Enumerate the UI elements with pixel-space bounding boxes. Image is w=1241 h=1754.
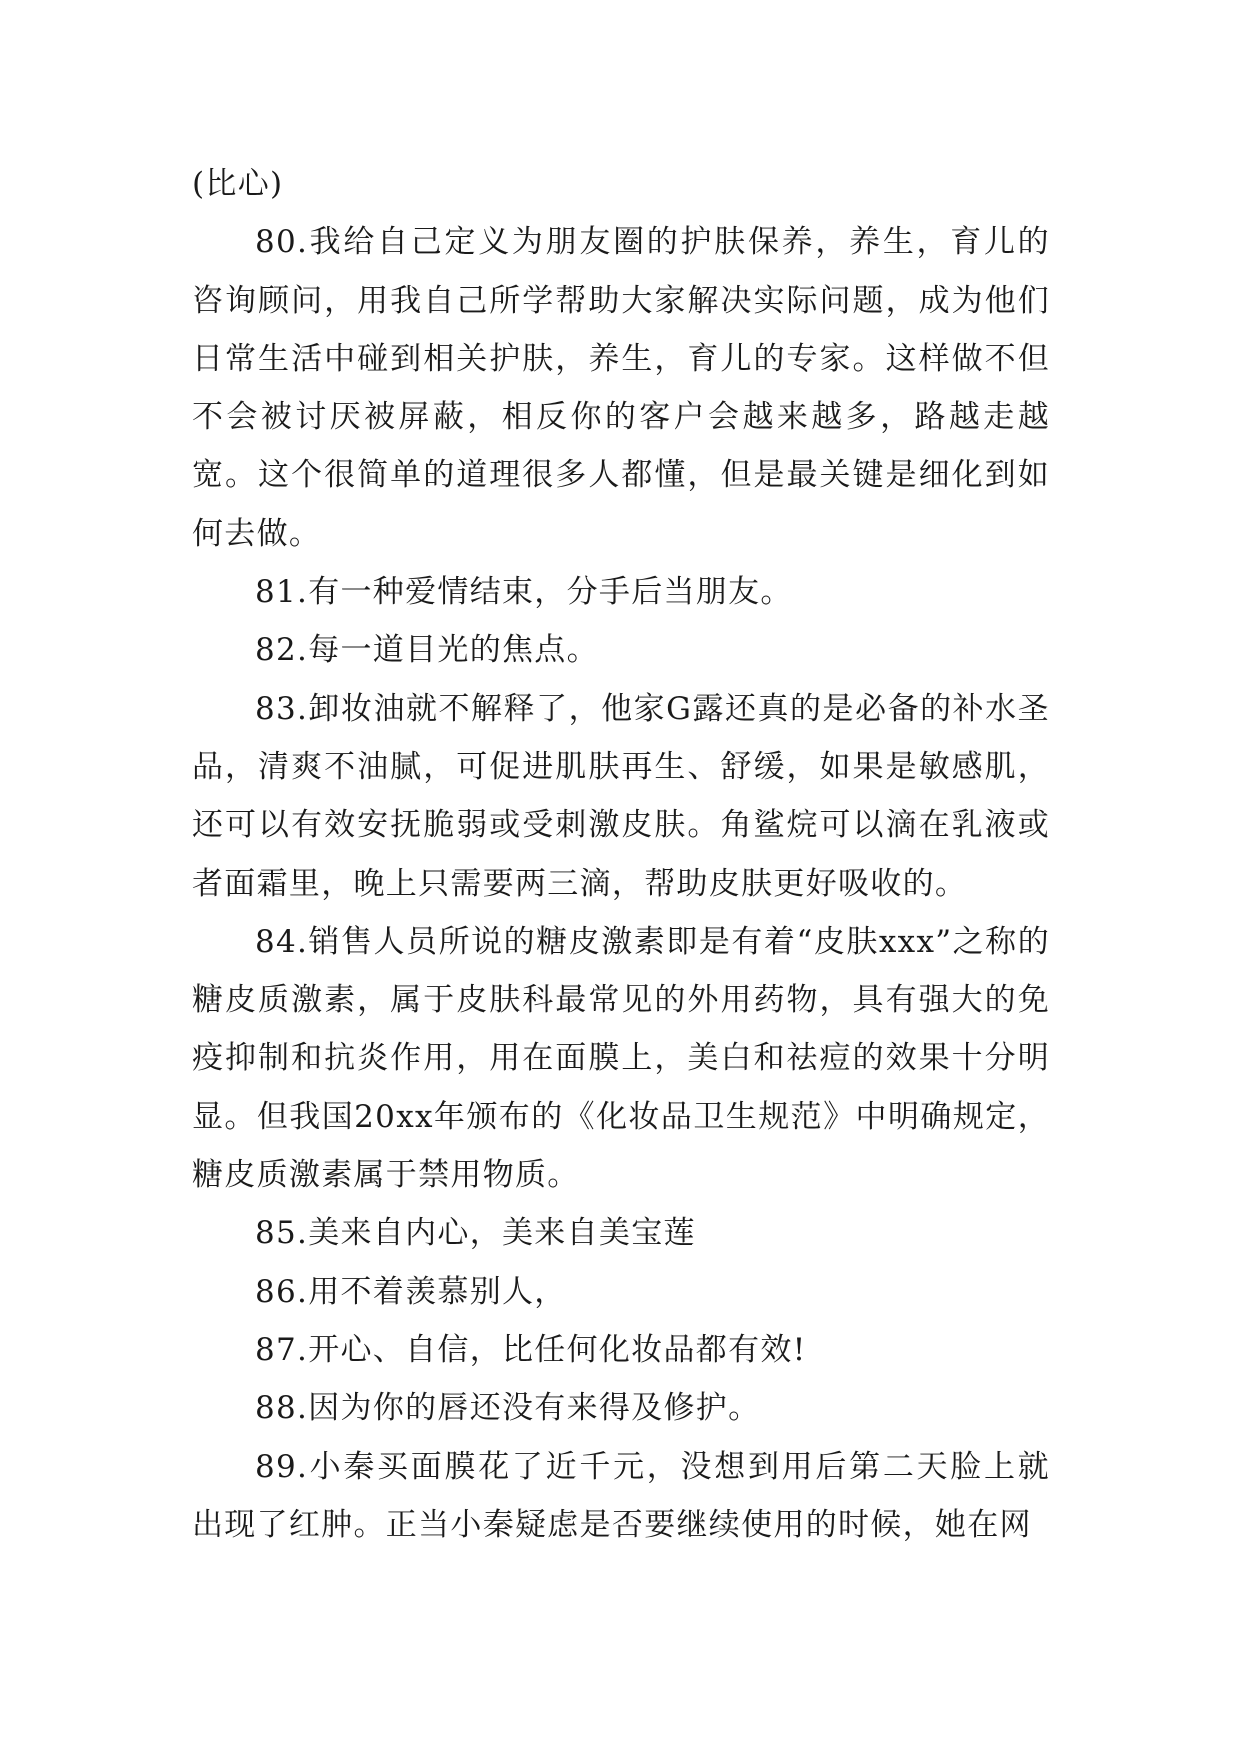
paragraph-83: 83.卸妆油就不解释了，他家G露还真的是必备的补水圣品，清爽不油腻，可促进肌肤再生、舒缓，如果是敏感肌，还可以有效安抚脆弱或受刺激皮肤。角鲨烷可以滴在乳液或者面霜里，晚上只需要两三滴，帮助皮肤更好吸收的。	[192, 690, 1050, 902]
document-body	[192, 155, 1050, 1554]
paragraph-80: 80.我给自己定义为朋友圈的护肤保养，养生，育儿的咨询顾问，用我自己所学帮助大家解决实际问题，成为他们日常生活中碰到相关护肤，养生，育儿的专家。这样做不但不会被讨厌被屏蔽，相反你的客户会越来越多，路越走越宽。这个很简单的道理很多人都懂，但是最关键是细化到如何去做。	[192, 224, 1050, 552]
paragraph-89: 89.小秦买面膜花了近千元，没想到用后第二天脸上就出现了红肿。正当小秦疑虑是否要继续使用的时候，她在网	[192, 1448, 1050, 1543]
paragraph-86: 86.用不着羡慕别人，	[255, 1273, 567, 1310]
paragraph-84: 84.销售人员所说的糖皮激素即是有着“皮肤xxx”之称的糖皮质激素，属于皮肤科最常见的外用药物，具有强大的免疫抑制和抗炎作用，用在面膜上，美白和祛痘的效果十分明显。但我国20xx年颁布的《化妆品卫生规范》中明确规定，糖皮质激素属于禁用物质。	[192, 923, 1050, 1194]
paragraph-bixin: (比心)	[192, 166, 284, 202]
paragraph-88: 88.因为你的唇还没有来得及修护。	[255, 1390, 761, 1427]
paragraph-85: 85.美来自内心，美来自美宝莲	[255, 1215, 696, 1252]
paragraph-81: 81.有一种爱情结束，分手后当朋友。	[255, 574, 793, 611]
paragraph-82: 82.每一道目光的焦点。	[255, 632, 599, 669]
paragraph-87: 87.开心、自信，比任何化妆品都有效!	[255, 1331, 807, 1368]
